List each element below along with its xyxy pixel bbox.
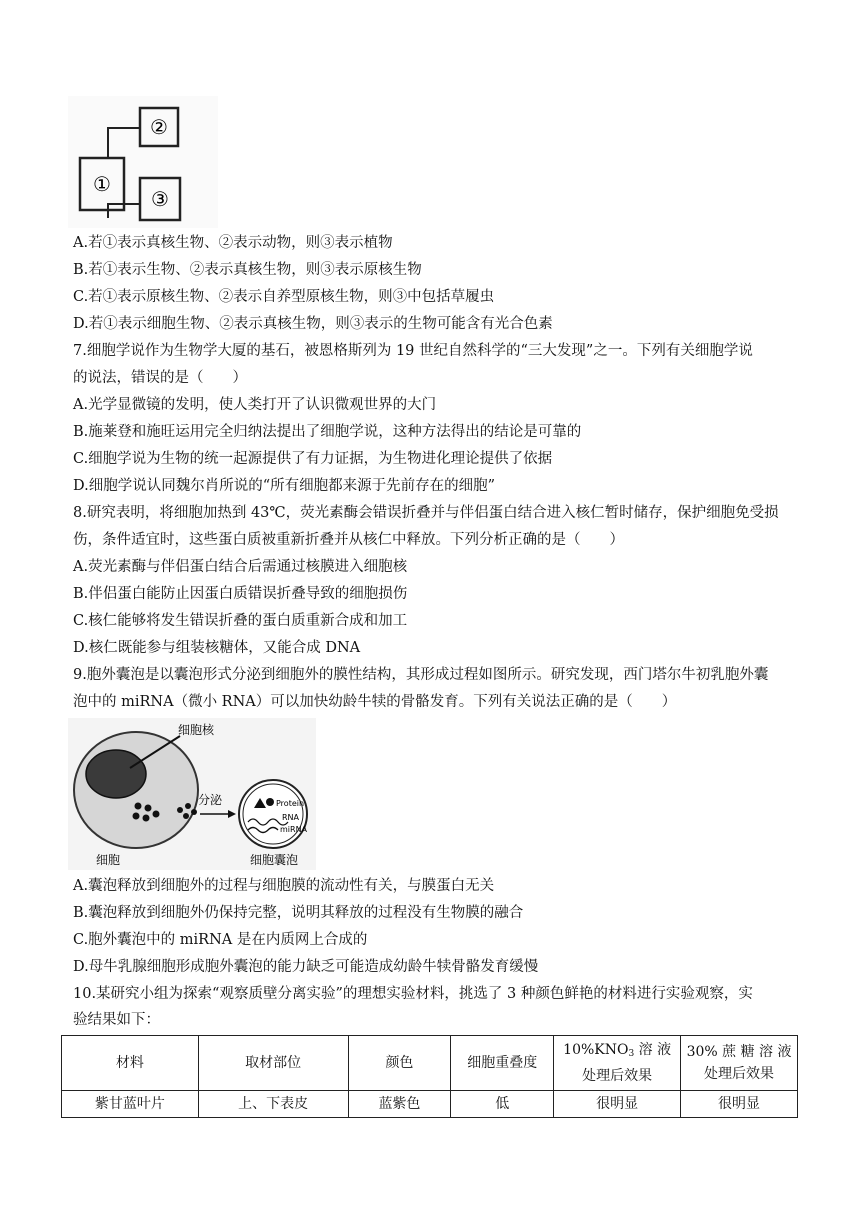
q7-option-d: D.细胞学说认同魏尔肖所说的“所有细胞都来源于先前存在的细胞” bbox=[73, 478, 496, 494]
q9-stem-line1: 9.胞外囊泡是以囊泡形式分泌到细胞外的膜性结构，其形成过程如图所示。研究发现，西门塔尔牛初乳胞外囊 bbox=[73, 667, 769, 683]
kno3-header-line2: 处理后效果 bbox=[582, 1068, 653, 1084]
extracellular-vesicle-figure bbox=[68, 718, 316, 870]
header-sucrose bbox=[681, 1036, 798, 1091]
q7-stem-line1: 7.细胞学说作为生物学大厦的基石，被恩格斯列为 19 世纪自然科学的“三大发现”之一。下列有关细胞学说 bbox=[73, 343, 753, 359]
header-part: 取材部位 bbox=[198, 1036, 348, 1091]
q8-option-a: A.荧光素酶与伴侣蛋白结合后需通过核膜进入细胞核 bbox=[73, 559, 408, 575]
q9-option-b: B.囊泡释放到细胞外仍保持完整，说明其释放的过程没有生物膜的融合 bbox=[73, 905, 524, 921]
secrete-label: 分泌 bbox=[198, 793, 223, 807]
kno3-header-b: 溶 液 bbox=[634, 1042, 672, 1058]
table-header-row bbox=[62, 1036, 798, 1091]
cell-label: 细胞 bbox=[96, 853, 121, 867]
q10-stem-line1: 10.某研究小组为探索“观察质壁分离实验”的理想实验材料，挑选了 3 种颜色鲜艳的材料进行实验观察，实 bbox=[73, 986, 753, 1002]
q7-option-a: A.光学显微镜的发明，使人类打开了认识微观世界的大门 bbox=[73, 397, 437, 413]
cell-part: 上、下表皮 bbox=[198, 1091, 348, 1118]
q9-stem-line2: 泡中的 miRNA（微小 RNA）可以加快幼龄牛犊的骨骼发育。下列有关说法正确的是（ ） bbox=[73, 694, 677, 710]
nucleus bbox=[86, 750, 146, 798]
q9-option-c: C.胞外囊泡中的 miRNA 是在内质网上合成的 bbox=[73, 932, 368, 948]
nucleus-label: 细胞核 bbox=[178, 723, 215, 737]
cell-kno3-effect: 很明显 bbox=[554, 1091, 681, 1118]
cell-color: 蓝紫色 bbox=[348, 1091, 451, 1118]
q8-option-b: B.伴侣蛋白能防止因蛋白质错误折叠导致的细胞损伤 bbox=[73, 586, 408, 602]
header-kno3 bbox=[554, 1036, 681, 1091]
q9-option-d: D.母牛乳腺细胞形成胞外囊泡的能力缺乏可能造成幼龄牛犊骨骼发育缓慢 bbox=[73, 959, 539, 975]
classification-box-diagram bbox=[68, 96, 218, 228]
q6-option-c: C.若①表示原核生物、②表示自养型原核生物，则③中包括草履虫 bbox=[73, 289, 495, 305]
cell-sucrose-effect: 很明显 bbox=[681, 1091, 798, 1118]
q6-option-a: A.若①表示真核生物、②表示动物，则③表示植物 bbox=[73, 235, 393, 251]
table-row bbox=[62, 1091, 798, 1118]
sucrose-header-line1: 30% 蔗 糖 溶 液 bbox=[686, 1044, 792, 1060]
protein-label: Protein bbox=[276, 799, 305, 808]
box-1-label: ① bbox=[93, 172, 111, 196]
q6-option-d: D.若①表示细胞生物、②表示真核生物，则③表示的生物可能含有光合色素 bbox=[73, 316, 553, 332]
box-2-label: ② bbox=[150, 115, 168, 139]
header-material: 材料 bbox=[62, 1036, 199, 1091]
q7-option-b: B.施莱登和施旺运用完全归纳法提出了细胞学说，这种方法得出的结论是可靠的 bbox=[73, 424, 582, 440]
sucrose-header-line2: 处理后效果 bbox=[704, 1066, 775, 1082]
q9-option-a: A.囊泡释放到细胞外的过程与细胞膜的流动性有关，与膜蛋白无关 bbox=[73, 878, 495, 894]
vesicle-label: 细胞囊泡 bbox=[250, 853, 299, 867]
q8-option-d: D.核仁既能参与组装核糖体，又能合成 DNA bbox=[73, 640, 361, 656]
experiment-results-table bbox=[61, 1035, 798, 1118]
header-overlap: 细胞重叠度 bbox=[451, 1036, 554, 1091]
q6-option-b: B.若①表示生物、②表示真核生物，则③表示原核生物 bbox=[73, 262, 422, 278]
kno3-header-a: 10%KNO bbox=[563, 1042, 629, 1058]
kno3-header-sub: 3 bbox=[628, 1049, 635, 1059]
header-color: 颜色 bbox=[348, 1036, 451, 1091]
cell-overlap: 低 bbox=[451, 1091, 554, 1118]
q8-option-c: C.核仁能够将发生错误折叠的蛋白质重新合成和加工 bbox=[73, 613, 408, 629]
q7-option-c: C.细胞学说为生物的统一起源提供了有力证据，为生物进化理论提供了依据 bbox=[73, 451, 553, 467]
cell-material: 紫甘蓝叶片 bbox=[62, 1091, 199, 1118]
q10-stem-line2: 验结果如下： bbox=[73, 1012, 160, 1028]
q8-stem-line1: 8.研究表明，将细胞加热到 43℃，荧光素酶会错误折叠并与伴侣蛋白结合进入核仁暂时储存，保护细胞免受损 bbox=[73, 505, 779, 521]
rna-label: RNA bbox=[282, 813, 300, 822]
box-3-label: ③ bbox=[151, 187, 169, 211]
mirna-label: miRNA bbox=[280, 825, 308, 834]
q8-stem-line2: 伤，条件适宜时，这些蛋白质被重新折叠并从核仁中释放。下列分析正确的是（ ） bbox=[73, 532, 624, 548]
q7-stem-line2: 的说法，错误的是（ ） bbox=[73, 370, 247, 386]
